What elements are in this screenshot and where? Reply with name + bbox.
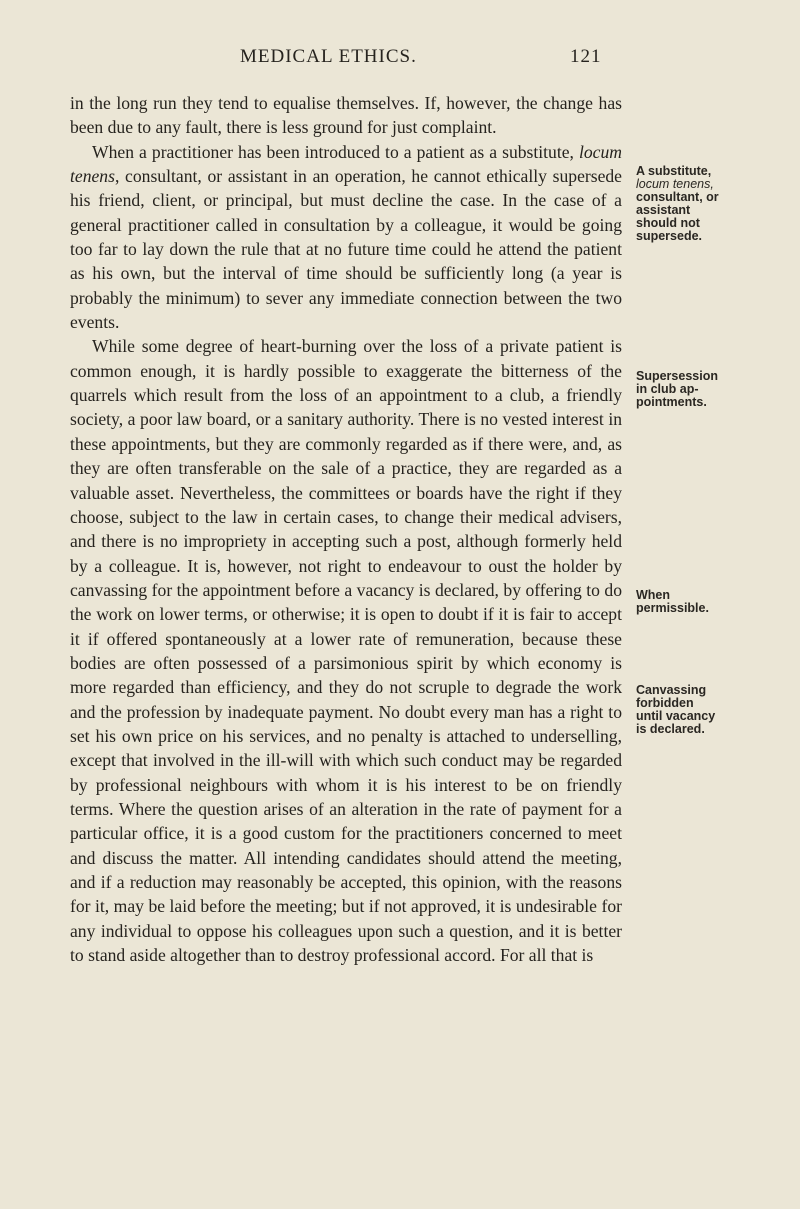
margin-note-line: should not xyxy=(636,216,700,230)
margin-note-line: permissible. xyxy=(636,601,709,615)
margin-note-line: supersede. xyxy=(636,229,703,243)
margin-note-line: assistant xyxy=(636,203,691,217)
margin-note-line: Supersession xyxy=(636,369,718,383)
margin-note-permissible xyxy=(636,589,796,615)
margin-note-line: locum tenens, xyxy=(636,177,714,191)
margin-note-line: in club ap- xyxy=(636,382,699,396)
paragraph-text: When a practitioner has been introduced to a patient as a substitute, xyxy=(92,141,579,162)
page-number: 121 xyxy=(570,46,602,67)
running-title: MEDICAL ETHICS. xyxy=(240,46,417,67)
margin-note-line: When xyxy=(636,588,671,602)
margin-note-substitute xyxy=(636,165,796,243)
margin-note-line: pointments. xyxy=(636,395,707,409)
paragraph-substitute xyxy=(70,140,622,335)
margin-note-line: consultant, or xyxy=(636,190,719,204)
margin-note-line: is declared. xyxy=(636,722,705,736)
margin-note-supersession xyxy=(636,370,796,409)
margin-note-line: Canvassing xyxy=(636,683,707,697)
margin-note-line: A substitute, xyxy=(636,164,712,178)
paragraph-text: , consultant, or assistant in an operation, he cannot ethically supersede his friend, client, or principal, but must decline the case. In the case of a general practitioner called in consultation by a colleague, it would be going too far to lay down the rule that at no future time could he attend the patient as his own, but the interval of time should be sufficiently long (a year is probably the minimum) to sever any immediate connection between the two events. xyxy=(70,166,622,333)
margin-note-canvassing xyxy=(636,684,796,736)
running-header xyxy=(0,46,800,72)
body-text xyxy=(70,91,622,967)
margin-note-line: until vacancy xyxy=(636,709,716,723)
italic-term: locum tenens xyxy=(70,141,622,187)
margin-note-line: forbidden xyxy=(636,696,694,710)
paragraph-supersession: While some degree of heart-burning over the loss of a private patient is common enough, it is hardly possible to exaggerate the bitterness of the quarrels which result from the loss of an appointment to a club, a friendly society, a poor law board, or a sanitary authority. There is no vested interest in these appointments, but they are commonly regarded as if there were, and, as they are often transferable on the sale of a practice, they are regarded as a valuable asset. Nevertheless, the committees or boards have the right if they choose, subject to the law in certain cases, to change their medical advisers, and there is no impropriety in accepting such a post, although formerly held by a colleague. It is, however, not right to endeavour to oust the holder by canvassing for the appointment before a vacancy is declared, by offering to do the work on lower terms, or otherwise; it is open to doubt if it is fair to accept it if offered spontaneously at a lower rate of remuneration, because these bodies are often possessed of a parsimonious spirit by which economy is more regarded than efficiency, and they do not scruple to degrade the work and the profession by inadequate payment. No doubt every man has a right to set his own price on his services, and no penalty is attached to underselling, except that involved in the ill-will with which such conduct may be regarded by professional neighbours with whom it is his interest to be on friendly terms. Where the question arises of an alteration in the rate of payment for a particular office, it is a good custom for the practitioners concerned to meet and discuss the matter. All intending candidates should attend the meeting, and if a reduction may reasonably be accepted, this opinion, with the reasons for it, may be laid before the meeting; but if not approved, it is undesirable for any individual to oppose his colleagues upon such a question, and it is better to stand aside altogether than to destroy professional accord. For all that is xyxy=(70,336,622,966)
paragraph-continuation: in the long run they tend to equalise themselves. If, however, the change has been due to any fault, there is less ground for just complaint. xyxy=(70,93,622,138)
